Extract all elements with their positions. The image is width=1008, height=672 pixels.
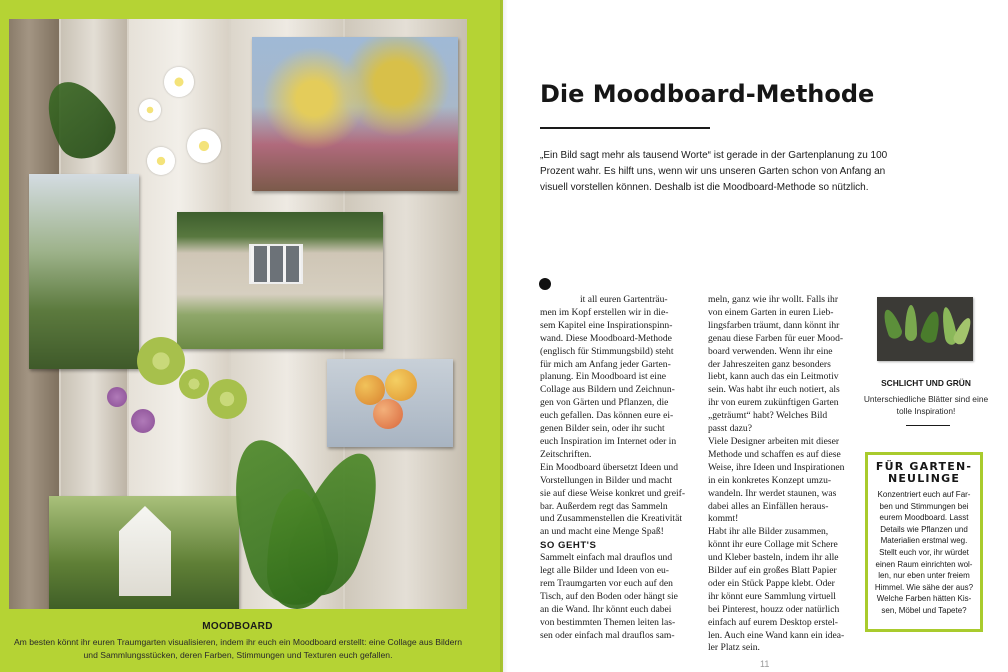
tip-box-text [872, 489, 976, 617]
body-line: meln, ganz wie ihr wollt. Falls ihr [708, 294, 839, 305]
leaves-photo [877, 297, 973, 361]
body-line: Bilder auf ein großes Blatt Papier [708, 565, 837, 577]
tip-line: Welche Farben hätten Kis- [876, 594, 972, 604]
hellebore-flower [207, 379, 247, 419]
body-line: liebt, kann auch das ein Leitmotiv [708, 371, 839, 383]
body-line: von einem Garten in euren Lieb- [708, 306, 834, 318]
body-line: „geträumt“ habt? Welches Bild [708, 410, 828, 422]
tip-box-title [872, 461, 976, 485]
tip-title-line: FÜR GARTEN- [875, 460, 973, 473]
body-line: Ein Moodboard übersetzt Ideen und [540, 461, 679, 473]
hellebore-flower [137, 337, 185, 385]
body-line: der Jahreszeiten ganz besonders [708, 358, 831, 370]
body-line: Tisch, auf den Boden oder hängt sie [540, 590, 678, 602]
body-line: sem Kapitel eine Inspirationspinn- [540, 319, 673, 331]
body-line: ihr könnt eure Sammlung virtuell [708, 590, 836, 602]
body-line: an und macht eine Menge Spaß! [540, 526, 664, 538]
clematis-flower [139, 99, 161, 121]
body-line: oder ein Stück Pappe klebt. Oder [708, 577, 835, 589]
side-caption-text: Unterschiedliche Blätter sind eine tolle Inspiration! [863, 394, 989, 416]
body-line: bei Pinterest, houzz oder natürlich [708, 603, 840, 615]
leaf [905, 305, 917, 341]
body-line: kommt! [708, 513, 739, 525]
body-line: Weise, ihre Ideen und Inspirationen [708, 461, 845, 473]
leaf [880, 308, 903, 341]
body-line: ihr von eurem zukünftigen Garten [708, 397, 839, 409]
leaf [919, 309, 943, 344]
tip-line: sen, Möbel und Tapete? [881, 605, 967, 615]
body-line: und Zusammenstellen die Kreativität [540, 513, 682, 525]
body-line: dabei alles an Einfällen heraus- [708, 500, 829, 512]
garden-path-photo [29, 174, 139, 369]
body-line: euch Inspiration im Internet oder in [540, 435, 677, 447]
clematis-flower [187, 129, 221, 163]
left-page [0, 0, 503, 672]
body-line: men im Kopf erstellen wir in die- [540, 306, 669, 318]
apples-photo [327, 359, 453, 447]
hellebore-flower [179, 369, 209, 399]
side-rule [906, 425, 950, 426]
tip-title-line: NEULINGE [887, 472, 961, 485]
intro-paragraph: „Ein Bild sagt mehr als tausend Worte“ ist gerade in der Gartenplanung zu 100 Prozent wahr. Es hilft uns, wenn wir uns unseren Garten schon von Anfang an visuell vorstellen können. Deshalb ist die Moodboard-Methode so nützlich. [540, 150, 888, 193]
body-line: sein. Was habt ihr euch notiert, als [708, 384, 840, 396]
body-line: len. Auch eine Wand kann ein idea- [708, 629, 845, 641]
tip-line: Himmel. Wie sähe der aus? [874, 582, 974, 592]
body-line: Sammelt einfach mal drauflos und [540, 552, 673, 564]
body-line: euch gefallen. Das können eure ei- [540, 410, 674, 422]
body-line: sen oder einfach mal drauflos sam- [540, 629, 675, 641]
page-number: 11 [760, 659, 770, 669]
tip-line: Stellt euch vor, ihr würdet [879, 547, 969, 557]
body-line: Methode und schaffen es auf diese [708, 448, 841, 460]
body-line: lingsfarben träumt, dann könnt ihr [708, 319, 840, 331]
body-line: ler Platz sein. [708, 642, 760, 654]
tip-line: eurem Moodboard. Lasst [879, 513, 969, 523]
photo-caption-title: MOODBOARD [202, 621, 273, 632]
body-line: Vorstellungen in Bilder und macht [540, 474, 672, 486]
body-line: wandeln. Ihr werdet staunen, was [708, 487, 837, 499]
body-line: könnt ihr eure Collage mit Schere [708, 539, 838, 551]
body-line: planung. Ein Moodboard ist eine [540, 371, 667, 383]
body-line: wand. Diese Moodboard-Methode [540, 332, 672, 344]
body-line: und Kleber basteln, indem ihr alle [708, 552, 839, 564]
text-column-2 [708, 294, 858, 655]
body-line: rem Traumgarten vor euch auf den [540, 578, 673, 590]
body-line: gen von Gärten und Pflanzen, die [540, 397, 669, 409]
tip-line: Details wie Pflanzen und [880, 524, 968, 534]
moodboard-photo [9, 19, 467, 609]
body-line: passt dazu? [708, 423, 752, 435]
body-line: board verwenden. Wenn ihr eine [708, 345, 833, 357]
body-line: in ein konkretes Konzept umzu- [708, 474, 832, 486]
page-title: Die Moodboard-Methode [540, 80, 875, 108]
body-line: Collage aus Bildern und Zeichnun- [540, 384, 675, 396]
birdhouse-photo [49, 496, 239, 609]
body-line: legt alle Bilder und Ideen von eu- [540, 565, 669, 577]
clematis-flower [147, 147, 175, 175]
cottage-terrace-photo [177, 212, 383, 349]
tip-line: einen Raum einrichten wol- [875, 559, 973, 569]
body-line: für mich am Anfang jeder Garten- [540, 358, 671, 370]
body-line: sie auf diese Weise konkret und greif- [540, 487, 686, 499]
birdhouse [119, 506, 171, 596]
drop-cap-bullet [539, 278, 551, 290]
body-line: Viele Designer arbeiten mit dieser [708, 435, 840, 447]
tip-line: Konzentriert euch auf Far- [877, 490, 971, 499]
tip-line: len, nur eben unter freiem [878, 571, 970, 581]
body-line: einfach auf eurem Desktop erstel- [708, 616, 838, 628]
body-line: it all euren Gartenträu- [580, 294, 668, 305]
side-caption-title: SCHLICHT UND GRÜN [881, 378, 971, 388]
apple [373, 399, 403, 429]
tip-line: Materialien erstmal weg. [880, 536, 968, 546]
apple [385, 369, 417, 401]
witch-hazel-photo [252, 37, 458, 191]
tip-box [865, 452, 983, 632]
text-column-1 [540, 294, 690, 643]
book-gutter [500, 0, 508, 672]
body-line: (englisch für Stimmungsbild) steht [540, 345, 674, 357]
clematis-flower [164, 67, 194, 97]
allium-flower [107, 387, 127, 407]
allium-flower [131, 409, 155, 433]
title-rule [540, 127, 710, 129]
body-line: genau diese Farben für euer Mood- [708, 332, 844, 344]
body-line: bar. Außerdem regt das Sammeln [540, 500, 668, 512]
body-line: Habt ihr alle Bilder zusammen, [708, 526, 829, 538]
section-subheading: SO GEHT'S [540, 540, 597, 552]
tip-line: ben und Stimmungen bei [879, 501, 969, 511]
body-line: an die Wand. Ihr könnt euch dabei [540, 603, 672, 615]
photo-caption-text: Am besten könnt ihr euren Traumgarten visualisieren, indem ihr euch ein Moodboard erstellt: eine Collage aus Bildern und Sammlungsstücken, deren Farben, Stimmungen und Texturen euch gefallen. [13, 637, 463, 660]
window-detail [249, 244, 303, 284]
body-line: von bestimmten Themen leiten las- [540, 616, 676, 628]
body-line: Zeitschriften. [540, 448, 592, 460]
body-line: genen Bilder sein, oder ihr sucht [540, 423, 665, 435]
